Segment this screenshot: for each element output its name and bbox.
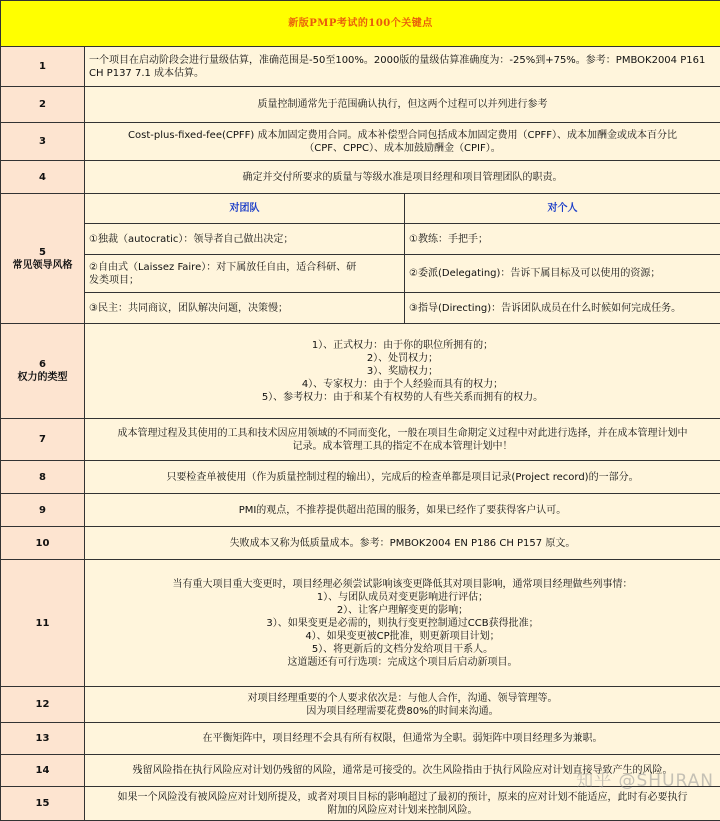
table-row: [1, 47, 720, 87]
row-number: 14: [1, 755, 85, 787]
row-text-line: 记录。成本管理工具的指定不在成本管理计划中！: [89, 440, 716, 453]
row-text-line: 3）、奖励权力；: [89, 365, 716, 378]
row-content: 质量控制通常先于范围确认执行，但这两个过程可以并列进行参考: [85, 87, 720, 123]
row-text-line: 5）、参考权力：由于和某个有权势的人有些关系而拥有的权力。: [89, 391, 716, 404]
row-number: 5: [5, 246, 80, 259]
table-row: [1, 755, 720, 787]
team-style-cell: ①独裁（autocratic）：领导者自己做出决定；: [85, 224, 405, 255]
row-content: 失败成本又称为低质量成本。参考：PMBOK2004 EN P186 CH P157 原文。: [85, 527, 720, 560]
row-text-line: 4）、如果变更被CP批准，则更新项目计划；: [89, 630, 716, 643]
row-text-line: 2）、让客户理解变更的影响；: [89, 604, 716, 617]
row-number-with-label: [1, 324, 85, 419]
person-style-cell: ③指导(Directing)：告诉团队成员在什么时候如何完成任务。: [405, 293, 720, 324]
cell-text-line: ②自由式（Laissez Faire）：对下属放任自由，适合科研、研: [89, 261, 400, 274]
person-style-cell: ①教练：手把手；: [405, 224, 720, 255]
row-content: 残留风险指在执行风险应对计划仍残留的风险，通常是可接受的。次生风险指由于执行风险应对计划直接导致产生的风险。: [85, 755, 720, 787]
row-text-line: 5）、将更新后的文档分发给项目干系人。: [89, 643, 716, 656]
row-number: 1: [1, 47, 85, 87]
table-row: [1, 87, 720, 123]
row-text-line: 因为项目经理需要花费80%的时间来沟通。: [89, 705, 716, 718]
row-text-line: 如果一个风险没有被风险应对计划所提及，或者对项目目标的影响超过了最初的预计，原来的应对计划不能适应，此时有必要执行: [89, 791, 716, 804]
row-number: 3: [1, 123, 85, 161]
person-style-cell: ②委派(Delegating)：告诉下属目标及可以使用的资源；: [405, 255, 720, 293]
row-text-line: 1）、与团队成员对变更影响进行评估；: [89, 591, 716, 604]
row-content: 在平衡矩阵中，项目经理不会具有所有权限，但通常为全职。弱矩阵中项目经理多为兼职。: [85, 723, 720, 755]
table-row: [1, 255, 720, 293]
row-number: 10: [1, 527, 85, 560]
row-number: 2: [1, 87, 85, 123]
row-content: [85, 47, 720, 87]
row-content: [85, 787, 720, 821]
table-row: [1, 293, 720, 324]
row-number: 4: [1, 161, 85, 194]
table-row: [1, 123, 720, 161]
row-text-line: 2）、处罚权力；: [89, 352, 716, 365]
row-content: [85, 123, 720, 161]
row-content: [85, 560, 720, 687]
table-row: [1, 527, 720, 560]
table-row: [1, 324, 720, 419]
row-text-line: CH P137 7.1 成本估算。: [89, 67, 716, 80]
row-content: 只要检查单被使用（作为质量控制过程的输出），完成后的检查单都是项目记录(Project record)的一部分。: [85, 461, 720, 494]
row-number: 8: [1, 461, 85, 494]
row-text-line: 3）、如果变更是必需的，则执行变更控制通过CCB获得批准；: [89, 617, 716, 630]
row-number: 7: [1, 419, 85, 461]
table-row: [1, 161, 720, 194]
column-header-team: 对团队: [85, 194, 405, 224]
row-number-with-label: [1, 194, 85, 324]
row-number: 6: [5, 358, 80, 371]
team-style-cell: [85, 255, 405, 293]
row-text-line: 4）、专家权力：由于个人经验而具有的权力；: [89, 378, 716, 391]
table-row: [1, 419, 720, 461]
table-row: [1, 560, 720, 687]
table-row: [1, 687, 720, 723]
table-row: [1, 723, 720, 755]
row-text-line: 当有重大项目重大变更时，项目经理必须尝试影响该变更降低其对项目影响，通常项目经理做些列事情：: [89, 578, 716, 591]
row-number: 13: [1, 723, 85, 755]
column-header-person: 对个人: [405, 194, 720, 224]
row-number: 15: [1, 787, 85, 821]
row-number: 11: [1, 560, 85, 687]
row-text-line: 附加的风险应对计划来控制风险。: [89, 804, 716, 817]
row-content: [85, 419, 720, 461]
table-row: [1, 461, 720, 494]
row-content: [85, 324, 720, 419]
row-number: 9: [1, 494, 85, 527]
table-row: [1, 494, 720, 527]
cell-text-line: 发类项目；: [89, 274, 400, 287]
title-row: [1, 1, 720, 47]
table-row: [1, 787, 720, 821]
team-style-cell: ③民主：共同商议，团队解决问题，决策慢；: [85, 293, 405, 324]
row-text-line: 这道题还有可行选项：完成这个项目后启动新项目。: [89, 656, 716, 669]
row-text-line: Cost-plus-fixed-fee(CPFF) 成本加固定费用合同。成本补偿型合同包括成本加固定费用（CPFF）、成本加酬金或成本百分比: [89, 129, 716, 142]
watermark-text: 知乎 @SHURAN: [576, 766, 714, 791]
row-text-line: 1）、正式权力：由于你的职位所拥有的；: [89, 339, 716, 352]
row-text-line: 对项目经理重要的个人要求依次是：与他人合作，沟通、领导管理等。: [89, 692, 716, 705]
row-number: 12: [1, 687, 85, 723]
table-row: [1, 194, 720, 224]
row-label: 常见领导风格: [5, 259, 80, 272]
row-text-line: 成本管理过程及其使用的工具和技术因应用领域的不同而变化，一般在项目生命期定义过程中对此进行选择，并在成本管理计划中: [89, 427, 716, 440]
row-text-line: 一个项目在启动阶段会进行量级估算，准确范围是-50至100%。2000版的量级估算准确度为：-25%到+75%。参考：PMBOK2004 P161: [89, 54, 716, 67]
row-content: [85, 687, 720, 723]
row-label: 权力的类型: [5, 371, 80, 384]
table-row: [1, 224, 720, 255]
row-text-line: （CPF、CPPC）、成本加鼓励酬金（CPIF）。: [89, 142, 716, 155]
row-content: 确定并交付所要求的质量与等级水准是项目经理和项目管理团队的职责。: [85, 161, 720, 194]
row-content: PMI的观点，不推荐提供超出范围的服务，如果已经作了要获得客户认可。: [85, 494, 720, 527]
page-title: 新版PMP考试的100个关键点: [1, 1, 720, 47]
